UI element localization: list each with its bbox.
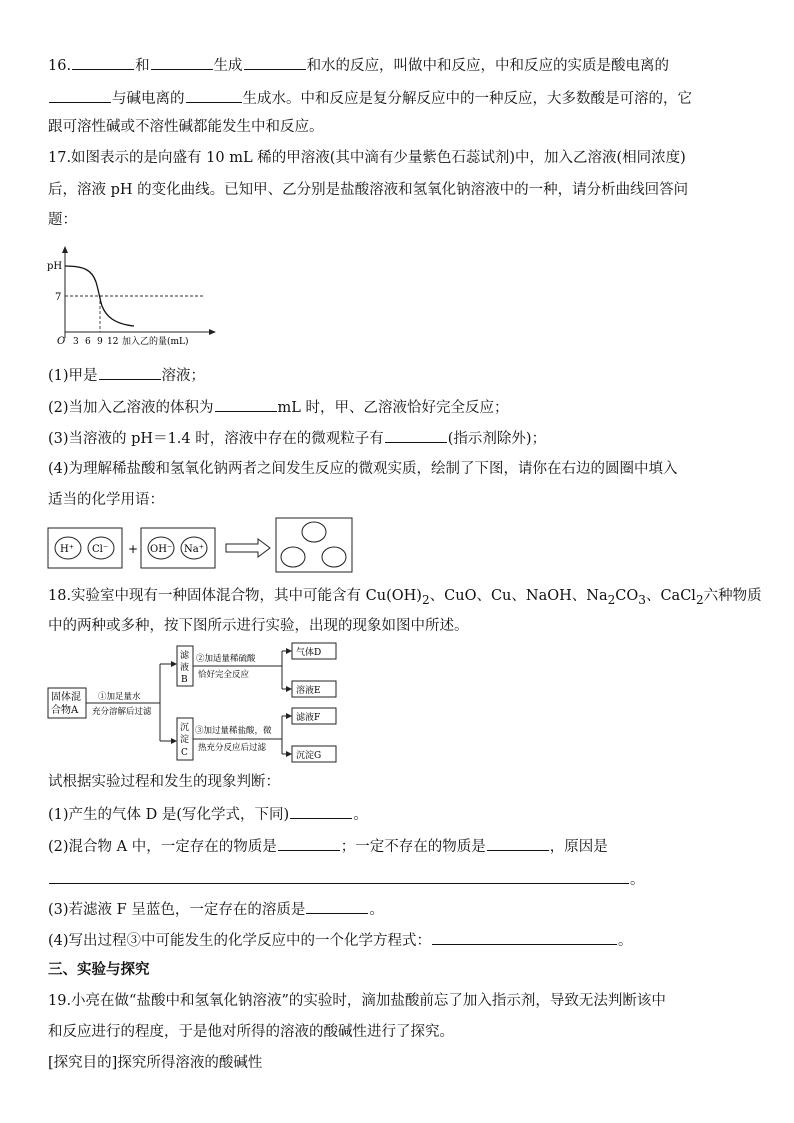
q17-blank-2[interactable] [215, 396, 277, 412]
q17-blank-1[interactable] [99, 364, 161, 380]
q18-blank-1[interactable] [290, 803, 352, 819]
plus-sign: + [128, 542, 139, 556]
product-box [276, 518, 352, 572]
q19-line-2: 和反应进行的程度，于是他对所得的溶液的酸碱性进行了探究。 [48, 1024, 454, 1040]
na-ion-label: Na⁺ [184, 544, 204, 555]
tick-12: 12 [107, 337, 119, 347]
q18-part1: (1)产生的气体 D 是(写化学式，下同) 。 [48, 803, 368, 825]
ph-axis-label: pH [47, 261, 63, 272]
tick-6: 6 [85, 337, 91, 347]
q18-judge: 试根据实验过程和发生的现象判断： [48, 774, 280, 790]
q16-blank-5[interactable] [186, 87, 242, 103]
q17-part1: (1)甲是 溶液； [48, 364, 205, 386]
precipitate-g-label: 沉淀G [296, 751, 322, 761]
q19-line-3: [探究目的]探究所得溶液的酸碱性 [48, 1055, 263, 1071]
y-axis-arrow [62, 246, 68, 253]
q16-line-1: 16. 和 生成 和水的反应，叫做中和反应，中和反应的实质是酸电离的 [48, 54, 669, 76]
filtrate-f-label: 滤液F [296, 713, 321, 723]
q18-part3: (3)若滤液 F 呈蓝色，一定存在的溶质是 。 [48, 898, 384, 920]
q17-part4-line2: 适当的化学用语： [48, 492, 164, 508]
step2-label-1: ②加适量稀硫酸 [196, 654, 256, 664]
step1-label-1: ①加足量水 [98, 692, 141, 702]
h-ion-label: H⁺ [60, 544, 74, 555]
tick-9: 9 [97, 337, 103, 347]
x-axis-arrow [209, 329, 216, 335]
svg-text:淀: 淀 [180, 735, 190, 745]
solution-e-label: 溶液E [296, 686, 321, 696]
q16-line-2: 与碱电离的 生成水。中和反应是复分解反应中的一种反应，大多数酸是可溶的，它 [48, 87, 692, 109]
q17-line-2: 后，溶液 pH 的变化曲线。已知甲、乙分别是盐酸溶液和氢氧化钠溶液中的一种，请分析曲线回答问 [48, 182, 689, 198]
product-circle-top[interactable] [302, 522, 326, 542]
q18-blank-4[interactable] [306, 898, 368, 914]
q18-line-2: 中的两种或多种，按下图所示进行实验，出现的现象如图中所述。 [48, 618, 469, 634]
ph-curve-graph [44, 244, 224, 354]
product-circle-right[interactable] [322, 547, 346, 567]
svg-text:液: 液 [180, 663, 190, 673]
q16-blank-3[interactable] [244, 54, 306, 70]
x-axis-label: 加入乙的量(mL) [122, 337, 189, 347]
svg-text:滤: 滤 [180, 651, 190, 661]
q16-blank-1[interactable] [72, 54, 134, 70]
q18-equation-blank[interactable] [432, 929, 617, 945]
step3-label-1: ③加过量稀盐酸，微 [195, 726, 272, 736]
q16-blank-2[interactable] [151, 54, 213, 70]
ph7-label: 7 [55, 292, 62, 303]
q18-blank-3[interactable] [487, 835, 549, 851]
mixture-a-label-2: 合物A [51, 705, 79, 716]
step3-label-2: 热充分反应后过滤 [198, 743, 267, 753]
ion-reaction-diagram [46, 516, 358, 574]
origin-label: O [57, 336, 66, 347]
section-3-title: 三、实验与探究 [48, 962, 150, 978]
step1-label-2: 充分溶解后过滤 [92, 707, 152, 717]
q17-part4-line1: (4)为理解稀盐酸和氢氧化钠两者之间发生反应的微观实质，绘制了下图，请你在右边的圆圈中填入 [48, 461, 678, 477]
svg-text:沉: 沉 [180, 723, 190, 733]
cl-ion-label: Cl⁻ [92, 544, 109, 555]
q16-number: 16. [48, 58, 72, 74]
q17-line-1: 17.如图表示的是向盛有 10 mL 稀的甲溶液(其中滴有少量紫色石蕊试剂)中，加入乙溶液(相同浓度) [48, 150, 686, 166]
reaction-arrow [226, 539, 270, 557]
oh-ion-label: OH⁻ [150, 544, 173, 555]
q17-part2: (2)当加入乙溶液的体积为 mL 时，甲、乙溶液恰好完全反应； [48, 396, 509, 418]
svg-text:C: C [181, 748, 188, 758]
q18-reason-blank[interactable] [49, 868, 629, 884]
tick-3: 3 [73, 337, 79, 347]
product-circle-left[interactable] [281, 547, 305, 567]
q18-part2-reason: 。 [48, 868, 645, 890]
q18-blank-2[interactable] [278, 835, 340, 851]
svg-text:B: B [181, 675, 188, 685]
q18-part4: (4)写出过程③中可能发生的化学反应中的一个化学方程式： 。 [48, 929, 633, 951]
experiment-flowchart [46, 642, 346, 766]
step2-label-2: 恰好完全反应 [198, 670, 250, 680]
gas-d-label: 气体D [296, 648, 322, 658]
q16-line-3: 跟可溶性碱或不溶性碱都能发生中和反应。 [48, 119, 324, 135]
q19-line-1: 19.小亮在做“盐酸中和氢氧化钠溶液”的实验时，滴加盐酸前忘了加入指示剂，导致无法判断该中 [48, 993, 666, 1009]
q16-blank-4[interactable] [49, 87, 111, 103]
q17-blank-3[interactable] [385, 427, 447, 443]
q17-part3: (3)当溶液的 pH＝1.4 时，溶液中存在的微观粒子有 (指示剂除外)； [48, 427, 546, 449]
q18-line-1: 18.实验室中现有一种固体混合物，其中可能含有 $Cu(OH)_2$、CuO、Cu、NaOH、$Na_2CO_3$、CaCl$_2$六种物质 [48, 588, 762, 607]
mixture-a-label-1: 固体混 [51, 692, 81, 703]
q18-part2: (2)混合物 A 中，一定存在的物质是 ；一定不存在的物质是 ，原因是 [48, 835, 608, 857]
q17-line-3: 题： [48, 212, 77, 228]
